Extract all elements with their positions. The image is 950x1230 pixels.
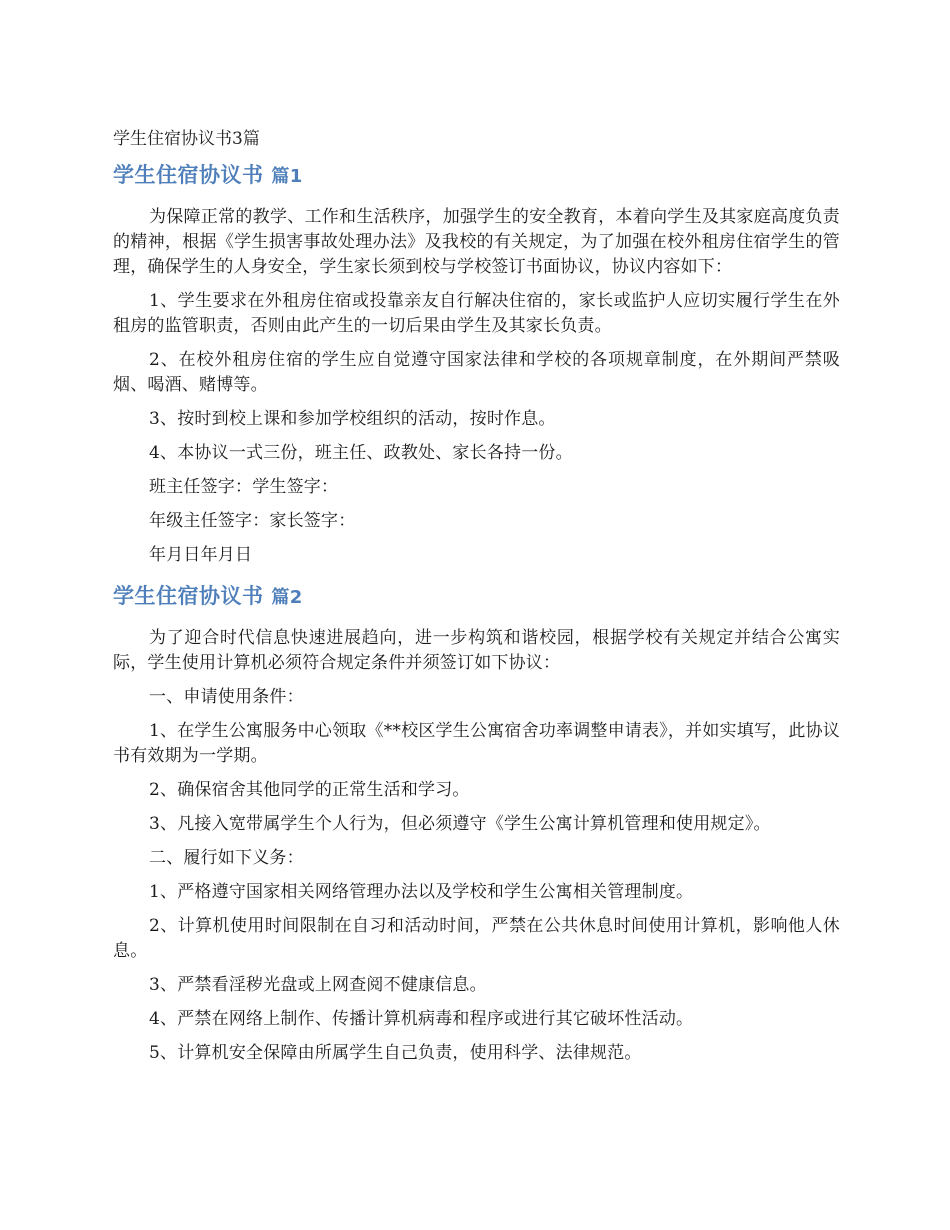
date-line: 年月日年月日	[149, 545, 253, 565]
section-2	[113, 582, 840, 1066]
section-heading-number: 篇2	[271, 587, 303, 608]
section-heading-text: 学生住宿协议书	[113, 584, 264, 608]
paragraph: 2、计算机使用时间限制在自习和活动时间，严禁在公共休息时间使用计算机，影响他人休息。	[113, 916, 840, 961]
paragraph: 3、严禁看淫秽光盘或上网查阅不健康信息。	[149, 975, 487, 995]
section-heading-number: 篇1	[271, 166, 303, 187]
document-page	[113, 126, 840, 1080]
paragraph: 二、履行如下义务：	[149, 848, 304, 868]
paragraph: 为保障正常的教学、工作和生活秩序，加强学生的安全教育，本着向学生及其家庭高度负责的精神，根据《学生损害事故处理办法》及我校的有关规定，为了加强在校外租房住宿学生的管理，确保学生的人身安全，学生家长须到校与学校签订书面协议，协议内容如下：	[113, 207, 840, 277]
section-1	[113, 161, 840, 568]
paragraph: 3、凡接入宽带属学生个人行为，但必须遵守《学生公寓计算机管理和使用规定》。	[149, 814, 771, 834]
paragraph: 一、申请使用条件：	[149, 687, 304, 707]
paragraph: 4、本协议一式三份，班主任、政教处、家长各持一份。	[149, 443, 573, 463]
section-heading-text: 学生住宿协议书	[113, 163, 264, 187]
paragraph: 2、确保宿舍其他同学的正常生活和学习。	[149, 780, 470, 800]
paragraph: 5、计算机安全保障由所属学生自己负责，使用科学、法律规范。	[149, 1043, 642, 1063]
section-heading	[113, 161, 840, 191]
section-heading	[113, 582, 840, 612]
document-title: 学生住宿协议书3篇	[113, 129, 260, 149]
signature-line: 班主任签字：学生签字：	[149, 477, 339, 497]
paragraph: 3、按时到校上课和参加学校组织的活动，按时作息。	[149, 409, 556, 429]
paragraph: 4、严禁在网络上制作、传播计算机病毒和程序或进行其它破坏性活动。	[149, 1009, 694, 1029]
paragraph: 1、在学生公寓服务中心领取《**校区学生公寓宿舍功率调整申请表》，并如实填写，此协议书有效期为一学期。	[113, 721, 840, 766]
paragraph: 2、在校外租房住宿的学生应自觉遵守国家法律和学校的各项规章制度，在外期间严禁吸烟、喝酒、赌博等。	[113, 350, 840, 395]
paragraph: 为了迎合时代信息快速进展趋向，进一步构筑和谐校园，根据学校有关规定并结合公寓实际，学生使用计算机必须符合规定条件并须签订如下协议：	[113, 628, 840, 673]
paragraph: 1、严格遵守国家相关网络管理办法以及学校和学生公寓相关管理制度。	[149, 882, 694, 902]
paragraph: 1、学生要求在外租房住宿或投靠亲友自行解决住宿的，家长或监护人应切实履行学生在外租房的监管职责，否则由此产生的一切后果由学生及其家长负责。	[113, 291, 840, 336]
signature-line: 年级主任签字：家长签字：	[149, 511, 356, 531]
